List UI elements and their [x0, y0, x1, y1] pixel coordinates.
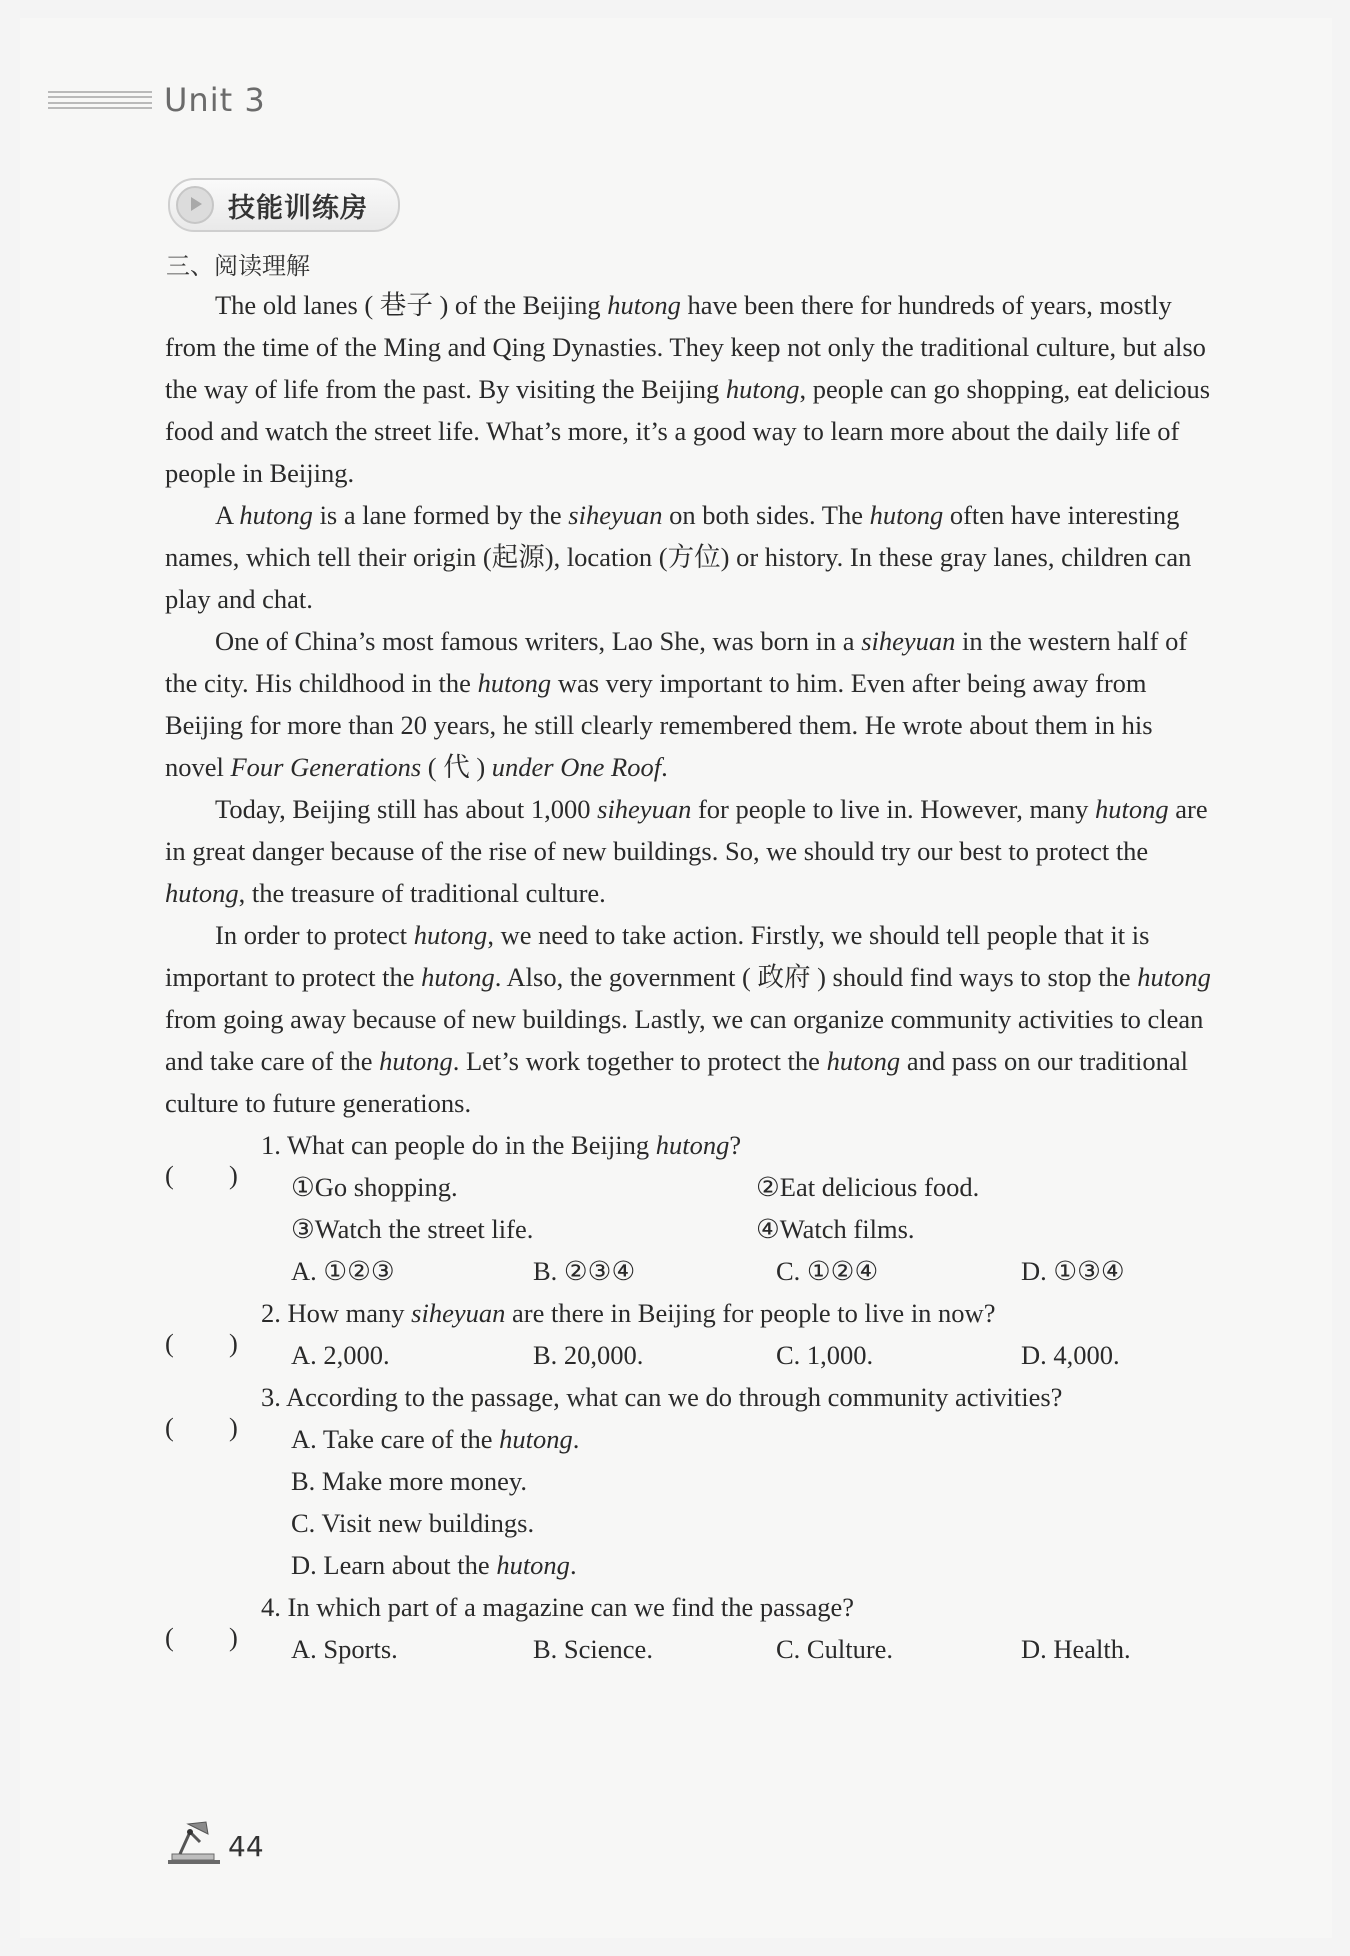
unit-header	[48, 78, 266, 122]
option-a[interactable]: A. 2,000.	[291, 1340, 390, 1370]
section-banner	[168, 178, 400, 232]
paragraph-2: A hutong is a lane formed by the siheyuan on both sides. The hutong often have interesting names, which tell their origin (起源), location (方位) or history. In these gray lanes, children can play and chat.	[165, 500, 1192, 614]
question-4: ( ) 4. In which part of a magazine can we find the passage?	[165, 1586, 1225, 1628]
option-b[interactable]: B. 20,000.	[533, 1340, 644, 1370]
header-decor-lines	[48, 91, 152, 109]
question-3: ( ) 3. According to the passage, what can we do through community activities?	[165, 1376, 1225, 1418]
option-d[interactable]: D. ①③④	[1021, 1256, 1125, 1286]
options-row	[291, 1628, 1225, 1670]
option-b[interactable]: B. ②③④	[533, 1256, 636, 1286]
paragraph-3: One of China’s most famous writers, Lao She, was born in a siheyuan in the western half of the city. His childhood in the hutong was very important to him. Even after being away from Beijing for more than 20 years, he still clearly remembered them. He wrote about them in his novel Four Generations ( 代 ) under One Roof.	[165, 626, 1188, 782]
option-c[interactable]: C. ①②④	[776, 1256, 879, 1286]
desk-lamp-icon	[166, 1818, 222, 1866]
item: ④Watch films.	[756, 1214, 915, 1244]
question-2: ( ) 2. How many siheyuan are there in Beijing for people to live in now?	[165, 1292, 1225, 1334]
section-heading: 三、阅读理解	[166, 252, 310, 280]
option-b[interactable]: B. Science.	[533, 1634, 653, 1664]
question-stem: 3. According to the passage, what can we do through community activities?	[261, 1382, 1063, 1412]
unit-title: Unit 3	[164, 81, 266, 119]
option-c[interactable]: C. 1,000.	[776, 1340, 874, 1370]
option-c[interactable]: C. Culture.	[776, 1634, 894, 1664]
paragraph-1: The old lanes ( 巷子 ) of the Beijing hutong have been there for hundreds of years, mostly from the time of the Ming and Qing Dynasties. They keep not only the traditional culture, but also the way of life from the past. By visiting the Beijing hutong, people can go shopping, eat delicious food and watch the street life. What’s more, it’s a good way to learn more about the daily life of people in Beijing.	[165, 290, 1211, 488]
option-a[interactable]: A. Sports.	[291, 1634, 398, 1664]
option-a[interactable]: A. Take care of the hutong.	[291, 1424, 580, 1454]
question-1: ( ) 1. What can people do in the Beijing hutong?	[165, 1124, 1225, 1166]
item: ②Eat delicious food.	[756, 1172, 980, 1202]
reading-passage	[165, 284, 1215, 1124]
items-row	[291, 1208, 1225, 1250]
option-d[interactable]: D. Learn about the hutong.	[291, 1550, 577, 1580]
options-row	[291, 1250, 1225, 1292]
play-icon	[176, 186, 214, 224]
banner-title: 技能训练房	[228, 192, 368, 224]
question-stem: 1. What can people do in the Beijing hutong?	[261, 1130, 742, 1160]
option-b[interactable]: B. Make more money.	[291, 1466, 527, 1496]
option-a[interactable]: A. ①②③	[291, 1256, 395, 1286]
item: ①Go shopping.	[291, 1172, 458, 1202]
option-c[interactable]: C. Visit new buildings.	[291, 1508, 535, 1538]
page-number: 44	[228, 1830, 264, 1863]
question-stem: 4. In which part of a magazine can we find the passage?	[261, 1592, 855, 1622]
option-d[interactable]: D. 4,000.	[1021, 1340, 1120, 1370]
paragraph-4: Today, Beijing still has about 1,000 siheyuan for people to live in. However, many hutong are in great danger because of the rise of new buildings. So, we should try our best to protect the hutong, the treasure of traditional culture.	[165, 794, 1208, 908]
item: ③Watch the street life.	[291, 1214, 534, 1244]
option-d[interactable]: D. Health.	[1021, 1634, 1131, 1664]
question-stem: 2. How many siheyuan are there in Beijing for people to live in now?	[261, 1298, 996, 1328]
questions	[165, 1124, 1225, 1670]
options-row	[291, 1334, 1225, 1376]
paragraph-5: In order to protect hutong, we need to take action. Firstly, we should tell people that it is important to protect the hutong. Also, the government ( 政府 ) should find ways to stop the hutong from going away because of new buildings. Lastly, we can organize community activities to clean and take care of the hutong. Let’s work together to protect the hutong and pass on our traditional culture to future generations.	[165, 920, 1211, 1118]
items-row	[291, 1166, 1225, 1208]
